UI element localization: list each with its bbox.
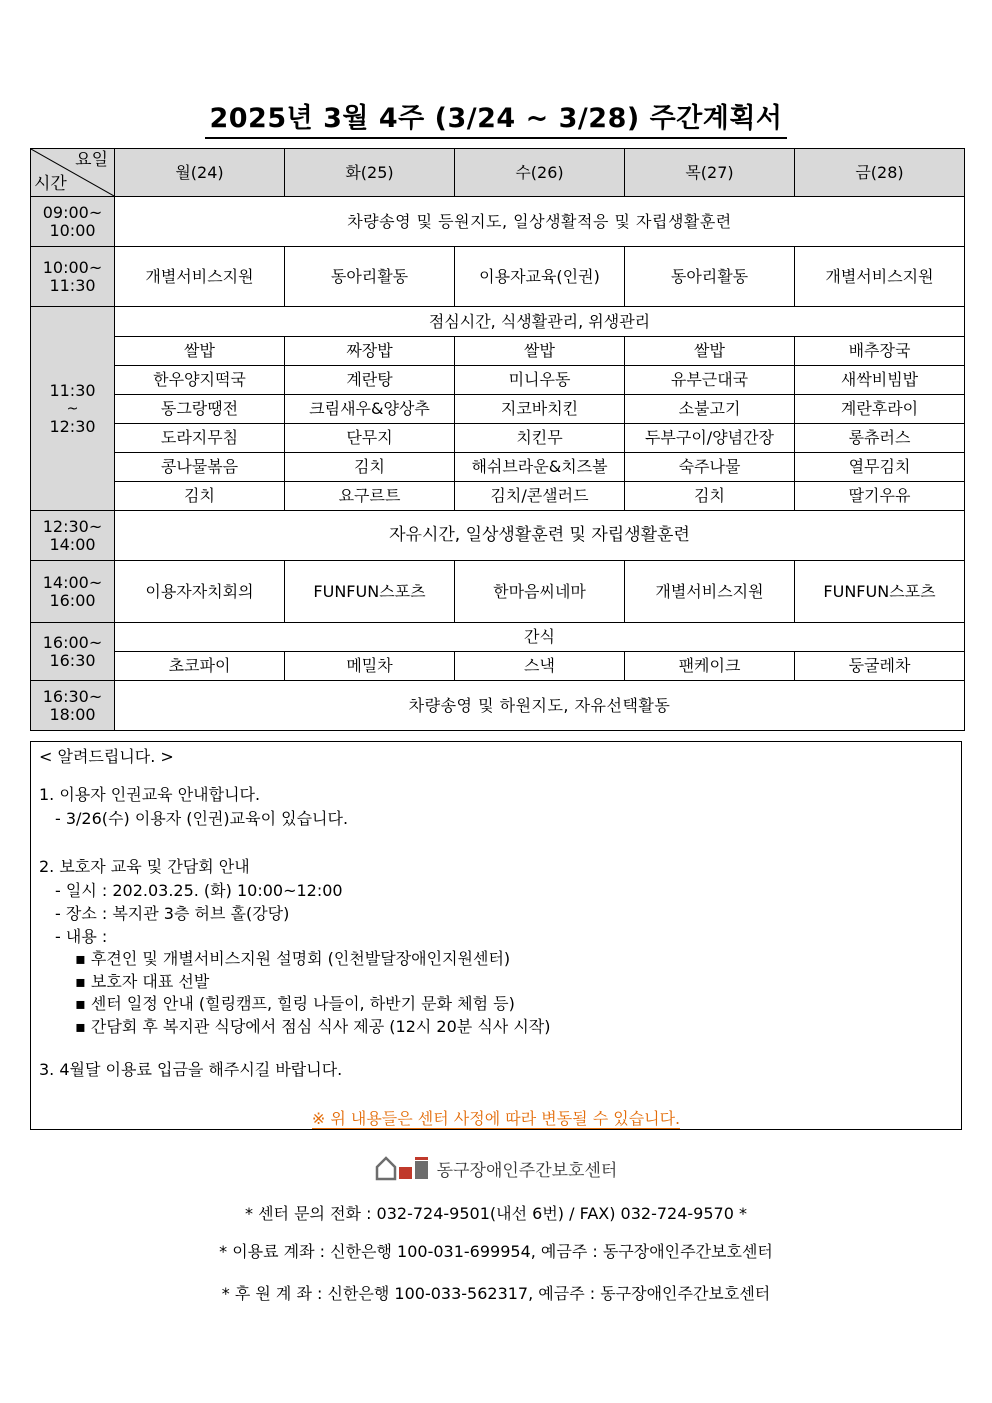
notice-item-1-detail: - 3/26(수) 이용자 (인권)교육이 있습니다. <box>55 809 349 828</box>
time-start: 09:00~ <box>42 202 103 222</box>
notice-heading: < 알려드립니다. > <box>39 747 174 766</box>
activity-cell: 동아리활동 <box>285 247 455 307</box>
time-separator: ~ <box>66 401 79 418</box>
menu-row <box>31 424 965 453</box>
menu-cell: 계란탕 <box>285 366 455 395</box>
page-title-wrap <box>0 96 992 139</box>
menu-cell: 동그랑땡전 <box>115 395 285 424</box>
menu-cell: 김치 <box>115 482 285 511</box>
menu-cell: 짜장밥 <box>285 337 455 366</box>
time-start: 10:00~ <box>42 257 103 277</box>
time-end: 11:30 <box>49 275 96 295</box>
menu-cell: 쌀밥 <box>455 337 625 366</box>
time-cell <box>31 197 115 247</box>
menu-cell: 두부구이/양념간장 <box>625 424 795 453</box>
time-cell <box>31 561 115 623</box>
time-cell <box>31 681 115 731</box>
day-header-wed: 수(26) <box>455 149 625 197</box>
time-cell <box>31 307 115 511</box>
activity-cell: 한마음씨네마 <box>455 561 625 623</box>
time-start: 12:30~ <box>42 516 103 536</box>
time-start: 16:00~ <box>42 632 103 652</box>
menu-cell: 김치 <box>285 453 455 482</box>
activity-cell: FUNFUN스포츠 <box>795 561 965 623</box>
menu-cell: 김치 <box>625 482 795 511</box>
row-1000 <box>31 247 965 307</box>
activity-cell: 이용자교육(인권) <box>455 247 625 307</box>
menu-cell: 배추장국 <box>795 337 965 366</box>
day-header-thu: 목(27) <box>625 149 795 197</box>
menu-cell: 미니우동 <box>455 366 625 395</box>
menu-cell: 지코바치킨 <box>455 395 625 424</box>
footer-fee-account: * 이용료 계좌 : 신한은행 100-031-699954, 예금주 : 동구장애인주간보호센터 <box>219 1242 773 1261</box>
menu-cell: 요구르트 <box>285 482 455 511</box>
day-header-tue: 화(25) <box>285 149 455 197</box>
notice-item-2-place: - 장소 : 복지관 3층 허브 홀(강당) <box>55 904 290 923</box>
day-header-fri: 금(28) <box>795 149 965 197</box>
snack-cell: 스낵 <box>455 652 625 681</box>
weekly-schedule-table <box>30 148 965 731</box>
menu-cell: 쌀밥 <box>115 337 285 366</box>
snack-cell: 메밀차 <box>285 652 455 681</box>
footer-contact: * 센터 문의 전화 : 032-724-9501(내선 6번) / FAX) 032-724-9570 * <box>245 1204 747 1223</box>
activity-cell: 차량송영 및 등원지도, 일상생활적응 및 자립생활훈련 <box>115 197 965 247</box>
menu-row <box>31 337 965 366</box>
menu-cell: 숙주나물 <box>625 453 795 482</box>
menu-cell: 해쉬브라운&치즈볼 <box>455 453 625 482</box>
notice-item-2-content: - 내용 : <box>55 927 108 946</box>
notice-bullet: ▪ 센터 일정 안내 (힐링캠프, 힐링 나들이, 하반기 문화 체험 등) <box>75 994 515 1013</box>
notice-item-3: 3. 4월달 이용료 입금을 해주시길 바랍니다. <box>39 1060 343 1079</box>
time-end: 16:00 <box>49 590 96 610</box>
notice-warning-wrap <box>31 1106 961 1129</box>
time-start: 11:30 <box>49 380 96 400</box>
time-end: 10:00 <box>49 220 96 240</box>
notice-bullet: ▪ 후견인 및 개별서비스지원 설명회 (인천발달장애인지원센터) <box>75 949 511 968</box>
activity-cell: 개별서비스지원 <box>795 247 965 307</box>
menu-cell: 한우양지떡국 <box>115 366 285 395</box>
notice-bullet: ▪ 간담회 후 복지관 식당에서 점심 식사 제공 (12시 20분 식사 시작) <box>75 1017 551 1036</box>
activity-cell: FUNFUN스포츠 <box>285 561 455 623</box>
page-title: 2025년 3월 4주 (3/24 ~ 3/28) 주간계획서 <box>205 96 786 139</box>
menu-cell: 계란후라이 <box>795 395 965 424</box>
activity-cell: 개별서비스지원 <box>115 247 285 307</box>
menu-cell: 콩나물볶음 <box>115 453 285 482</box>
activity-cell: 개별서비스지원 <box>625 561 795 623</box>
time-start: 14:00~ <box>42 572 103 592</box>
snack-heading-row <box>31 623 965 652</box>
notice-item-1: 1. 이용자 인권교육 안내합니다. <box>39 785 261 804</box>
menu-row <box>31 453 965 482</box>
menu-cell: 단무지 <box>285 424 455 453</box>
activity-cell: 동아리활동 <box>625 247 795 307</box>
notice-bullet: ▪ 보호자 대표 선발 <box>75 972 210 991</box>
menu-cell: 치킨무 <box>455 424 625 453</box>
notice-box <box>30 741 962 1130</box>
header-row <box>31 149 965 197</box>
lunch-heading: 점심시간, 식생활관리, 위생관리 <box>115 307 965 337</box>
day-label: 요일 <box>75 150 108 170</box>
time-start: 16:30~ <box>42 686 103 706</box>
time-label: 시간 <box>34 174 67 195</box>
menu-cell: 새싹비빔밥 <box>795 366 965 395</box>
row-0900 <box>31 197 965 247</box>
notice-warning: ※ 위 내용들은 센터 사정에 따라 변동될 수 있습니다. <box>311 1109 681 1128</box>
menu-cell: 소불고기 <box>625 395 795 424</box>
menu-cell: 딸기우유 <box>795 482 965 511</box>
day-header-mon: 월(24) <box>115 149 285 197</box>
menu-cell: 김치/콘샐러드 <box>455 482 625 511</box>
menu-row <box>31 482 965 511</box>
snack-row <box>31 652 965 681</box>
row-1630 <box>31 681 965 731</box>
time-end: 16:30 <box>49 650 96 670</box>
time-end: 18:00 <box>49 704 96 724</box>
time-cell <box>31 247 115 307</box>
corner-header-cell <box>31 149 115 197</box>
menu-cell: 도라지무침 <box>115 424 285 453</box>
time-cell <box>31 511 115 561</box>
snack-heading: 간식 <box>115 623 965 652</box>
row-1230 <box>31 511 965 561</box>
activity-cell: 차량송영 및 하원지도, 자유선택활동 <box>115 681 965 731</box>
house-logo-icon <box>375 1155 431 1181</box>
snack-cell: 팬케이크 <box>625 652 795 681</box>
menu-cell: 열무김치 <box>795 453 965 482</box>
activity-cell: 자유시간, 일상생활훈련 및 자립생활훈련 <box>115 511 965 561</box>
time-end: 12:30 <box>49 416 96 436</box>
menu-cell: 유부근대국 <box>625 366 795 395</box>
menu-cell: 쌀밥 <box>625 337 795 366</box>
footer-donation-account: * 후 원 계 좌 : 신한은행 100-033-562317, 예금주 : 동구장애인주간보호센터 <box>221 1284 771 1303</box>
logo-text: 동구장애인주간보호센터 <box>436 1160 618 1181</box>
lunch-heading-row <box>31 307 965 337</box>
logo-group <box>375 1155 618 1181</box>
menu-row <box>31 395 965 424</box>
snack-cell: 둥굴레차 <box>795 652 965 681</box>
snack-cell: 초코파이 <box>115 652 285 681</box>
time-cell <box>31 623 115 681</box>
center-logo <box>0 1155 992 1185</box>
menu-row <box>31 366 965 395</box>
menu-cell: 롱츄러스 <box>795 424 965 453</box>
notice-item-2-date: - 일시 : 202.03.25. (화) 10:00~12:00 <box>55 881 343 900</box>
notice-item-2: 2. 보호자 교육 및 간담회 안내 <box>39 857 250 876</box>
activity-cell: 이용자자치회의 <box>115 561 285 623</box>
row-1400 <box>31 561 965 623</box>
menu-cell: 크림새우&양상추 <box>285 395 455 424</box>
time-end: 14:00 <box>49 534 96 554</box>
